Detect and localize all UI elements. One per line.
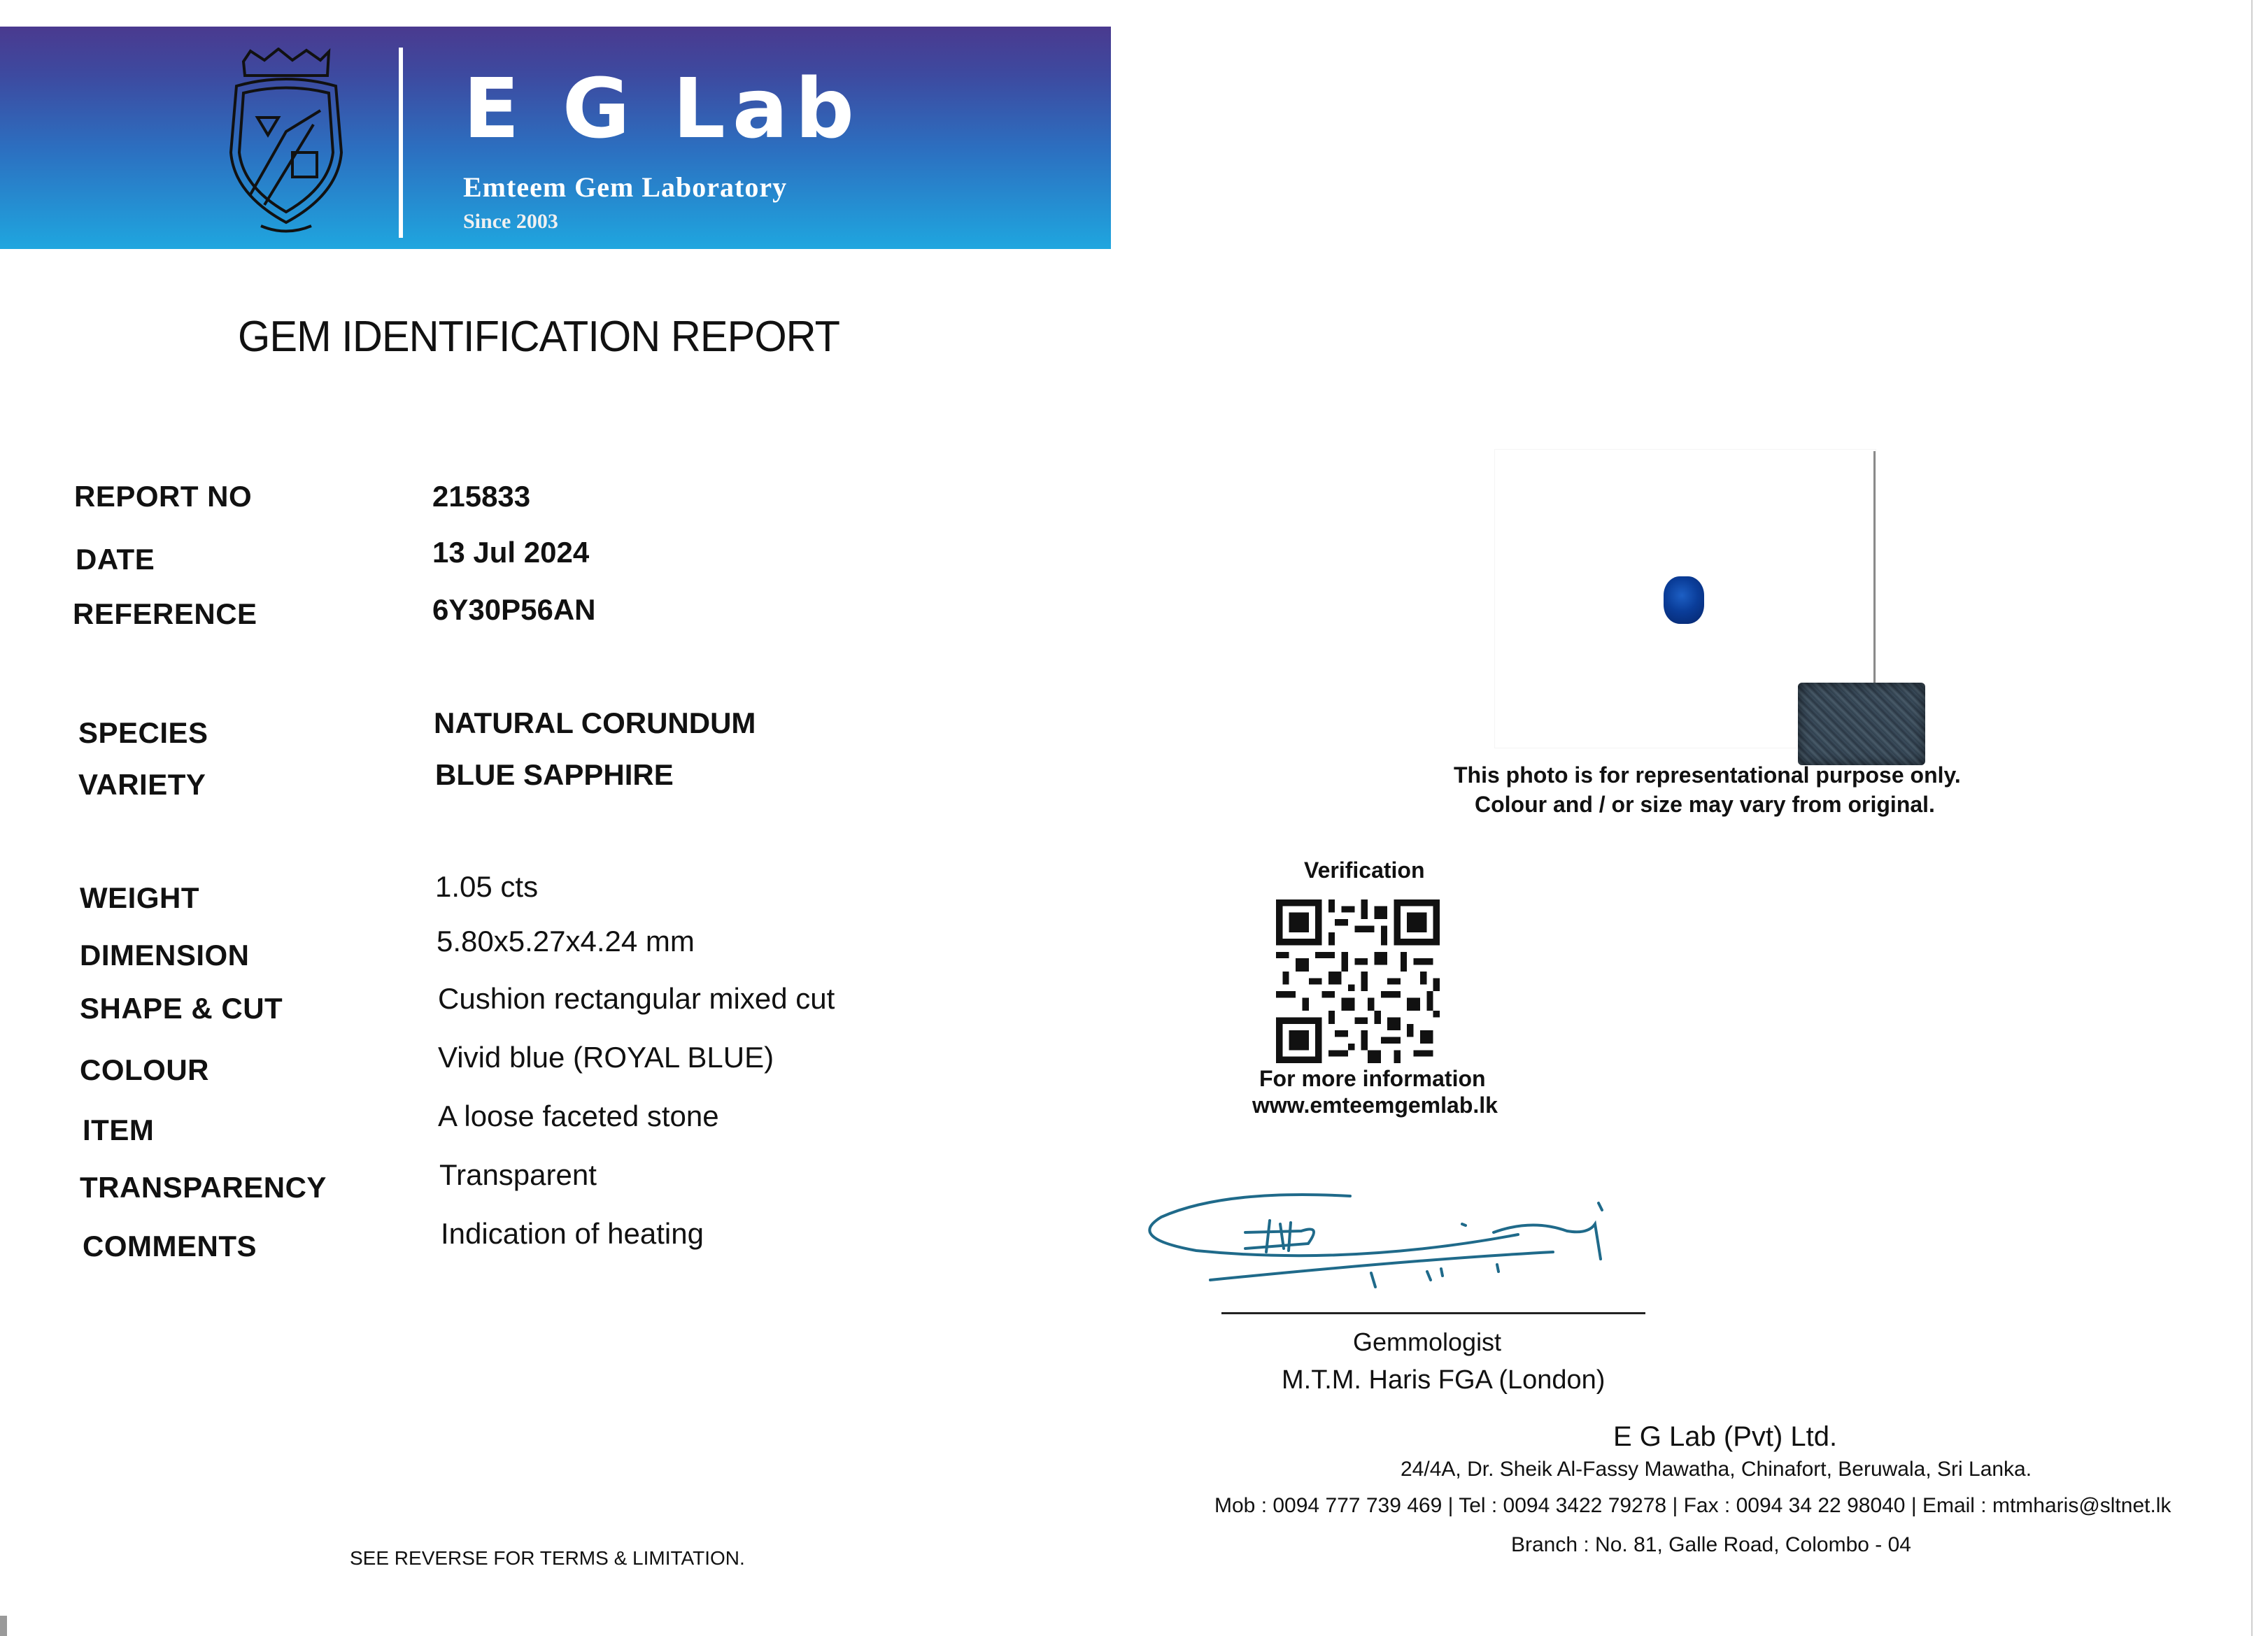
terms-note: SEE REVERSE FOR TERMS & LIMITATION. bbox=[350, 1547, 745, 1569]
value-transparency: Transparent bbox=[439, 1158, 597, 1191]
photo-divider-line bbox=[1873, 451, 1876, 689]
label-variety: VARIETY bbox=[78, 768, 206, 801]
label-transparency: TRANSPARENCY bbox=[80, 1171, 327, 1204]
label-weight: WEIGHT bbox=[80, 881, 199, 914]
gem-photo bbox=[1664, 576, 1704, 624]
value-dimension: 5.80x5.27x4.24 mm bbox=[437, 925, 695, 958]
scan-mark bbox=[0, 1616, 7, 1636]
value-report-no: 215833 bbox=[432, 480, 531, 513]
company-address: 24/4A, Dr. Sheik Al-Fassy Mawatha, Chinafort, Beruwala, Sri Lanka. bbox=[1401, 1458, 2032, 1481]
value-item: A loose faceted stone bbox=[438, 1100, 719, 1132]
value-colour: Vivid blue (ROYAL BLUE) bbox=[438, 1041, 774, 1074]
value-variety: BLUE SAPPHIRE bbox=[435, 758, 674, 791]
brand-since: Since 2003 bbox=[463, 210, 558, 233]
label-item: ITEM bbox=[83, 1114, 155, 1146]
website-link[interactable]: www.emteemgemlab.lk bbox=[1252, 1093, 1498, 1118]
photo-note-line1: This photo is for representational purpose only. bbox=[1454, 762, 1961, 788]
company-branch: Branch : No. 81, Galle Road, Colombo - 04 bbox=[1511, 1533, 1911, 1556]
page-edge bbox=[2251, 0, 2253, 1636]
signatory-name: M.T.M. Haris FGA (London) bbox=[1282, 1365, 1606, 1395]
value-reference: 6Y30P56AN bbox=[432, 593, 596, 626]
more-info-label: For more information bbox=[1259, 1066, 1486, 1091]
label-comments: COMMENTS bbox=[83, 1230, 257, 1262]
label-report-no: REPORT NO bbox=[74, 480, 253, 513]
value-shape-cut: Cushion rectangular mixed cut bbox=[438, 982, 835, 1015]
banner-divider bbox=[399, 48, 403, 238]
value-weight: 1.05 cts bbox=[435, 870, 539, 903]
label-date: DATE bbox=[76, 543, 155, 576]
verification-label: Verification bbox=[1304, 858, 1425, 883]
signature-line bbox=[1221, 1312, 1645, 1314]
hologram-sticker bbox=[1798, 683, 1925, 765]
label-dimension: DIMENSION bbox=[80, 939, 250, 972]
value-date: 13 Jul 2024 bbox=[432, 536, 590, 569]
label-species: SPECIES bbox=[78, 716, 208, 749]
header-banner bbox=[0, 27, 1111, 249]
signatory-role: Gemmologist bbox=[1353, 1328, 1502, 1356]
company-contacts: Mob : 0094 777 739 469 | Tel : 0094 3422 79278 | Fax : 0094 34 22 98040 | Email : mtmharis@sltnet.lk bbox=[1214, 1494, 2171, 1517]
company-name: E G Lab (Pvt) Ltd. bbox=[1613, 1421, 1838, 1452]
gemmologist-signature bbox=[1140, 1182, 1686, 1301]
report-title: GEM IDENTIFICATION REPORT bbox=[238, 313, 840, 361]
value-species: NATURAL CORUNDUM bbox=[434, 706, 756, 739]
qr-code[interactable] bbox=[1276, 899, 1440, 1063]
value-comments: Indication of heating bbox=[441, 1217, 704, 1250]
lab-crest-logo bbox=[222, 48, 350, 236]
brand-name: E G Lab bbox=[463, 60, 861, 157]
photo-note-line2: Colour and / or size may vary from original. bbox=[1475, 792, 1935, 817]
label-colour: COLOUR bbox=[80, 1053, 209, 1086]
label-shape-cut: SHAPE & CUT bbox=[80, 992, 283, 1025]
label-reference: REFERENCE bbox=[73, 597, 257, 630]
brand-subtitle: Emteem Gem Laboratory bbox=[463, 171, 788, 203]
